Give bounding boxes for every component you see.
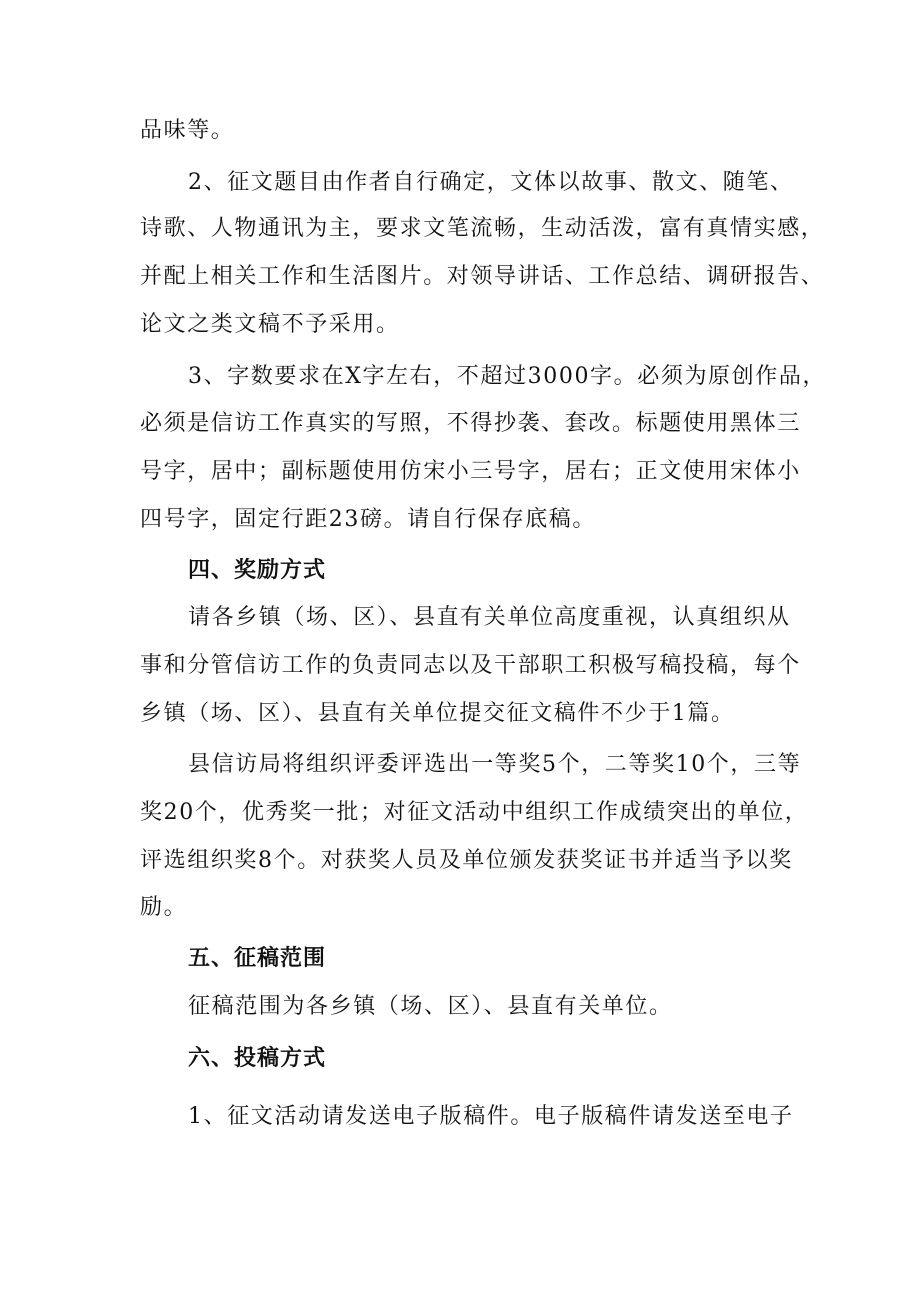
paragraph-line: 1、征文活动请发送电子版稿件。电子版稿件请发送至电子 <box>188 1104 794 1129</box>
paragraph-line: 2、征文题目由作者自行确定，文体以故事、散文、随笔、 <box>188 170 794 195</box>
paragraph-line: 乡镇（场、区）、县直有关单位提交征文稿件不少于1篇。 <box>140 701 735 726</box>
paragraph-line: 事和分管信访工作的负责同志以及干部职工积极写稿投稿，每个 <box>140 653 801 678</box>
paragraph-line: 必须是信访工作真实的写照，不得抄袭、套改。标题使用黑体三 <box>140 411 801 436</box>
section-heading: 四、奖励方式 <box>188 558 327 583</box>
paragraph-line: 评选组织奖8个。对获奖人员及单位颁发获奖证书并适当予以奖 <box>140 848 793 873</box>
paragraph-line: 县信访局将组织评委评选出一等奖5个，二等奖10个，三等 <box>188 752 802 777</box>
paragraph-line: 四号字，固定行距23磅。请自行保存底稿。 <box>140 507 596 532</box>
section-heading: 六、投稿方式 <box>188 1046 327 1071</box>
paragraph-line: 征稿范围为各乡镇（场、区）、县直有关单位。 <box>188 994 673 1019</box>
paragraph-line: 并配上相关工作和生活图片。对领导讲话、工作总结、调研报告、 <box>140 264 825 289</box>
paragraph-line: 诗歌、人物通讯为主，要求文笔流畅，生动活泼，富有真情实感， <box>140 216 825 241</box>
paragraph-line: 奖20个，优秀奖一批；对征文活动中组织工作成绩突出的单位， <box>140 800 809 825</box>
paragraph-line: 论文之类文稿不予采用。 <box>140 312 400 337</box>
paragraph-line: 品味等。 <box>140 118 235 143</box>
paragraph-line: 请各乡镇（场、区）、县直有关单位高度重视，认真组织从 <box>188 605 791 630</box>
paragraph-line: 3、字数要求在X字左右，不超过3000字。必须为原创作品， <box>188 364 827 389</box>
paragraph-line: 励。 <box>140 895 188 920</box>
paragraph-line: 号字，居中；副标题使用仿宋小三号字，居右；正文使用宋体小 <box>140 459 801 484</box>
section-heading: 五、征稿范围 <box>188 946 327 971</box>
